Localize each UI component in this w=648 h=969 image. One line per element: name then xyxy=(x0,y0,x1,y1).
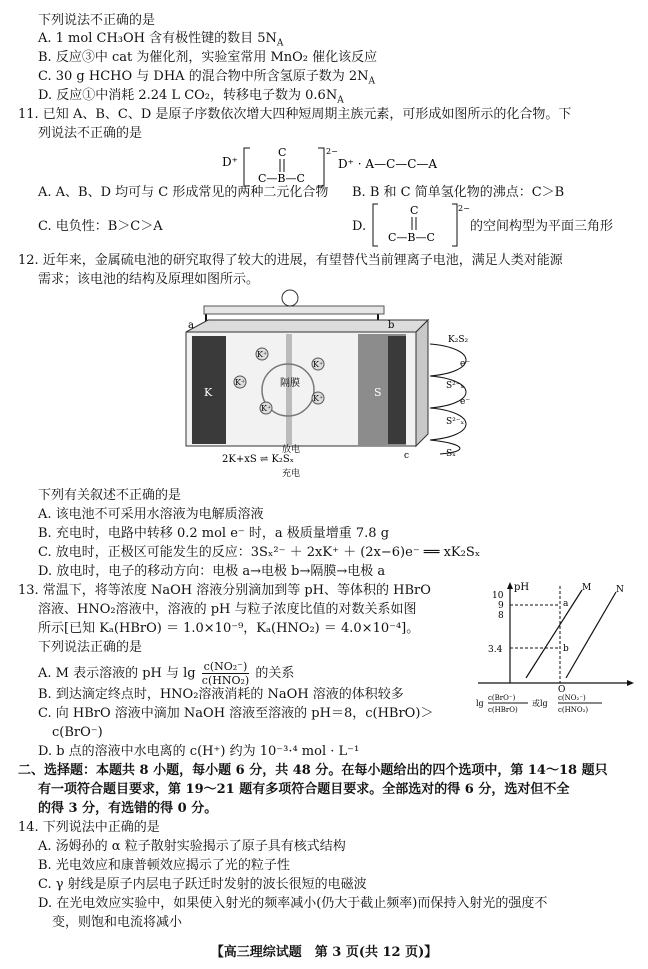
q12-option-a: A. 该电池不可采用水溶液为电解质溶液 xyxy=(38,507,264,522)
q12-stem: 下列有关叙述不正确的是 xyxy=(38,488,182,503)
q14-option-c: C. γ 射线是原子内层电子跃迁时发射的波长很短的电磁波 xyxy=(38,877,367,892)
s-electrode-label: S xyxy=(374,386,382,399)
x-label-left-num: c(BrO⁻) xyxy=(488,694,516,702)
discharge-label: 放电 xyxy=(282,445,301,455)
chart-origin: O xyxy=(558,685,566,695)
x-label-lg-left: lg xyxy=(476,699,484,708)
q13-line2: 溶液、HNO₂溶液中，溶液的 pH 与粒子浓度比值的对数关系如图 xyxy=(38,602,417,617)
section2-line3: 的得 3 分，有选错的得 0 分。 xyxy=(38,801,218,816)
q12-option-d: D. 放电时，电子的移动方向：电极 a→电极 b→隔膜→电极 a xyxy=(38,564,386,579)
y-tick-9: 9 xyxy=(498,601,504,611)
q11-option-d-label: D. xyxy=(352,219,367,234)
k-ion-1: K⁺ xyxy=(257,350,268,359)
q11-line2: 列说法不正确的是 xyxy=(38,126,143,141)
q13-line1: 13. 常温下，将等浓度 NaOH 溶液分别滴加到等 pH、等体积的 HBrO xyxy=(18,583,431,598)
q11-option-b: B. B 和 C 简单氢化物的沸点：C＞B xyxy=(352,185,565,200)
bulb-icon xyxy=(282,290,298,306)
d-middle: C—B—C xyxy=(388,231,435,244)
q12-option-c: C. 放电时，正极区可能发生的反应：3Sₓ²⁻ ＋ 2xK⁺ ＋ (2x−6)e⁻ ══ xK₂Sₓ xyxy=(38,545,481,560)
q10-option-d: D. 反应①中消耗 2.24 L CO₂，转移电子数为 $0.6N_A$ xyxy=(38,88,344,106)
x-label-left-den: c(HBrO) xyxy=(488,706,518,714)
q13-line3: 所示[已知 Kₐ(HBrO) ＝ 1.0×10⁻⁹，Kₐ(HNO₂) ＝ 4.0×10⁻⁴]。 xyxy=(38,621,420,636)
k-ion-2: K⁺ xyxy=(235,378,246,387)
q12-line1: 12. 近年来，金属硫电池的研究取得了较大的进展，有望替代当前锂离子电池，满足人类对能源 xyxy=(18,253,563,268)
electrode-b-label: b xyxy=(388,320,395,331)
battery-diagram xyxy=(178,284,488,482)
arrow-c-label: c xyxy=(404,451,410,461)
q11-option-c: C. 电负性：B＞C＞A xyxy=(38,219,163,234)
y-tick-10: 10 xyxy=(492,591,504,601)
q13-option-c-2: c(BrO⁻) xyxy=(52,725,103,740)
q14-option-b: B. 光电效应和康普顿效应揭示了光的粒子性 xyxy=(38,858,290,873)
q14-option-a: A. 汤姆孙的 α 粒子散射实验揭示了原子具有核式结构 xyxy=(38,839,346,854)
q13-option-d: D. b 点的溶液中水电离的 c(H⁺) 约为 10⁻³·⁴ mol · L⁻¹ xyxy=(38,744,360,759)
point-a-label: a xyxy=(563,599,569,609)
q13-a-numerator: c(NO₂⁻) xyxy=(203,660,248,673)
q13-option-b: B. 到达滴定终点时，HNO₂溶液消耗的 NaOH 溶液的体积较多 xyxy=(38,687,404,702)
q13-a-denominator: c(HNO₂) xyxy=(201,674,250,687)
q13-line4: 下列说法正确的是 xyxy=(38,640,143,655)
formula-cation: D⁺ xyxy=(222,155,238,169)
membrane-label: 隔膜 xyxy=(280,378,300,389)
x-label-mid: 或lg xyxy=(532,699,548,708)
q10-stem: 下列说法不正确的是 xyxy=(38,13,156,28)
page-footer: 【高三理综试题 第 3 页(共 12 页)】 xyxy=(210,945,438,960)
q11-option-d-structure xyxy=(370,200,470,250)
k-ion-4: K⁺ xyxy=(313,360,324,369)
q10-option-b: B. 反应③中 cat 为催化剂，实验室常用 MnO₂ 催化该反应 xyxy=(38,50,378,65)
polysulfide-label-1: S²⁻ₓ xyxy=(446,381,465,391)
line-N-label: N xyxy=(616,585,624,595)
q14-stem: 14. 下列说法中正确的是 xyxy=(18,820,160,835)
q12-line2: 需求；该电池的结构及原理如图所示。 xyxy=(38,272,260,287)
line-N xyxy=(566,592,616,678)
electron-label-2: e⁻ xyxy=(460,397,471,407)
line-M-label: M xyxy=(582,583,592,593)
section2-line2: 有一项符合题目要求，第 19～21 题有多项符合题目要求。全部选对的得 6 分，选对但不全 xyxy=(38,782,570,797)
chart-y-label: pH xyxy=(514,582,530,593)
y-tick-3.4: 3.4 xyxy=(488,645,503,655)
formula-middle: C—B—C xyxy=(258,172,305,185)
k-ion-5: K⁺ xyxy=(313,394,324,403)
q12-option-b: B. 充电时，电路中转移 0.2 mol e⁻ 时，a 极质量增重 7.8 g xyxy=(38,526,390,541)
point-b-label: b xyxy=(563,644,569,654)
polysulfide-label-2: S²⁻ₓ xyxy=(446,417,465,427)
x-label-right-den: c(HNO₂) xyxy=(558,706,589,714)
q11-structure-formula xyxy=(210,142,460,190)
y-tick-8: 8 xyxy=(498,611,504,621)
k-ion-3: K⁺ xyxy=(261,404,272,413)
q13-option-a: A. M 表示溶液的 pH 与 lg c(NO₂⁻) c(HNO₂) 的关系 xyxy=(38,660,295,687)
d-charge: 2− xyxy=(458,204,470,213)
q11-option-d-text: 的空间构型为平面三角形 xyxy=(470,219,614,234)
q13-ph-chart xyxy=(470,578,638,720)
formula-top-atom: C xyxy=(278,146,287,159)
k-electrode-label: K xyxy=(204,386,213,399)
q11-option-a: A. A、B、D 均可与 C 形成常见的两种二元化合物 xyxy=(38,185,329,200)
electrode-a-label: a xyxy=(188,320,194,331)
membrane xyxy=(286,334,292,446)
q11-line1: 11. 已知 A、B、C、D 是原子序数依次增大四种短周期主族元素，可形成如图所示的化合物。下 xyxy=(18,107,572,122)
d-top-atom: C xyxy=(410,204,419,217)
formula-charge: 2− xyxy=(326,147,338,156)
q14-option-d-1: D. 在光电效应实验中，如果使入射光的频率减小(仍大于截止频率)而保持入射光的强度不 xyxy=(38,896,548,911)
section2-line1: 二、选择题：本题共 8 小题，每小题 6 分，共 48 分。在每小题给出的四个选项中，第 14～18 题只 xyxy=(18,763,608,778)
k2s2-label: K₂S₂ xyxy=(448,335,469,345)
sulfur-label: Sₓ xyxy=(446,449,456,459)
q13-option-c-1: C. 向 HBrO 溶液中滴加 NaOH 溶液至溶液的 pH＝8，c(HBrO)＞ xyxy=(38,706,434,721)
q14-option-d-2: 变，则饱和电流将减小 xyxy=(52,915,183,930)
cell-reaction: 2K+xS ⇌ K₂Sₓ xyxy=(222,454,295,465)
q10-option-c: C. 30 g HCHO 与 DHA 的混合物中所含氢原子数为 $2N_A$ xyxy=(38,69,375,87)
q10-option-a: A. 1 mol CH₃OH 含有极性键的数目 $5N_A$ xyxy=(38,31,284,49)
charge-label: 充电 xyxy=(282,469,301,479)
electron-label-1: e⁻ xyxy=(460,359,471,369)
formula-anion: D⁺ · A—C—C—A xyxy=(338,157,438,171)
x-label-right-num: c(NO₂⁻) xyxy=(558,694,586,702)
